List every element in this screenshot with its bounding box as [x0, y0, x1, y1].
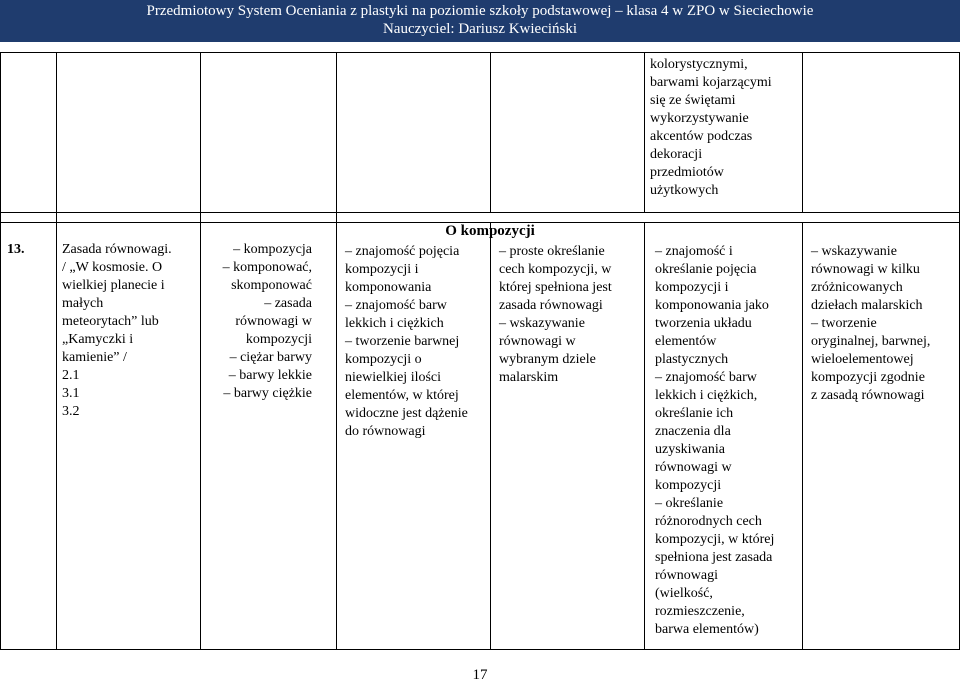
requirement-line: równowagi w — [499, 334, 576, 349]
basic-level-cell — [490, 222, 644, 650]
requirement-line: – znajomość barw — [655, 370, 757, 385]
topic-line: 2.1 — [62, 368, 80, 383]
requirement-line: różnorodnych cech — [655, 514, 762, 529]
requirement-line: – wskazywanie — [499, 316, 585, 331]
knowledge-cell — [336, 222, 490, 650]
topic-line: małych — [62, 296, 104, 311]
row-number-cell — [0, 222, 56, 650]
requirement-line: cech kompozycji, w — [499, 262, 612, 277]
text-line: dekoracji — [650, 147, 703, 162]
topic-line: wielkiej planecie i — [62, 278, 165, 293]
term-line: – ciężar barwy — [229, 350, 312, 365]
requirement-line: niewielkiej ilości — [345, 370, 442, 385]
requirement-line: wieloelementowej — [811, 352, 914, 367]
requirement-line: określanie pojęcia — [655, 262, 757, 277]
advanced-level-cell — [802, 222, 960, 650]
text-line: kolorystycznymi, — [650, 57, 748, 72]
topic-cell — [56, 222, 200, 650]
requirement-line: której spełniona jest — [499, 280, 612, 295]
requirement-line: kompozycji i — [345, 262, 419, 277]
requirement-line: – znajomość i — [655, 244, 733, 259]
header-title: Przedmiotowy System Oceniania z plastyki na poziomie szkoły podstawowej – klasa 4 w ZPO w Sieciechowie — [146, 3, 814, 19]
requirement-line: zróżnicowanych — [811, 280, 903, 295]
requirement-line: widoczne jest dążenie — [345, 406, 468, 421]
requirement-line: kompozycji o — [345, 352, 422, 367]
prev-row-advanced-cell — [802, 52, 960, 212]
requirement-line: kompozycji, w której — [655, 532, 775, 547]
requirement-line: lekkich i ciężkich — [345, 316, 444, 331]
band-spacer — [56, 212, 200, 222]
requirement-line: malarskim — [499, 370, 559, 385]
term-line: kompozycji — [245, 332, 312, 347]
topic-line: / „W kosmosie. O — [62, 260, 163, 275]
topic-line: kamienie” / — [62, 350, 127, 365]
prev-row-topic-cell — [56, 52, 200, 212]
text-line: wykorzystywanie — [650, 111, 749, 126]
requirement-line: – tworzenie barwnej — [345, 334, 460, 349]
term-line: – zasada — [264, 296, 312, 311]
page-number: 17 — [472, 667, 488, 683]
requirement-line: tworzenia układu — [655, 316, 752, 331]
requirement-line: kompozycji zgodnie — [811, 370, 925, 385]
text-line: się ze świętami — [650, 93, 736, 108]
requirement-line: komponowania — [345, 280, 432, 295]
requirement-line: – proste określanie — [499, 244, 605, 259]
requirement-line: kompozycji i — [655, 280, 729, 295]
requirement-line: równowagi w kilku — [811, 262, 920, 277]
band-spacer — [200, 212, 336, 222]
prev-row-number-cell — [0, 52, 56, 212]
term-line: skomponować — [231, 278, 312, 293]
requirement-line: (wielkość, — [655, 586, 713, 601]
requirement-line: spełniona jest zasada — [655, 550, 773, 565]
terms-cell — [200, 222, 336, 650]
term-line: – kompozycja — [233, 242, 312, 257]
requirement-line: – wskazywanie — [811, 244, 897, 259]
topic-line: 3.2 — [62, 404, 80, 419]
prev-row-extended-cell — [644, 52, 802, 212]
requirement-line: komponowania jako — [655, 298, 769, 313]
row-number: 13. — [7, 242, 25, 257]
page-header — [0, 0, 960, 42]
term-line: równowagi w — [235, 314, 312, 329]
requirement-line: do równowagi — [345, 424, 426, 439]
requirement-line: dziełach malarskich — [811, 298, 923, 313]
requirement-line: – znajomość barw — [345, 298, 447, 313]
header-teacher: Nauczyciel: Dariusz Kwieciński — [382, 21, 578, 37]
prev-row-basic-cell — [490, 52, 644, 212]
requirement-line: – znajomość pojęcia — [345, 244, 460, 259]
requirement-line: równowagi — [655, 568, 718, 583]
requirement-line: elementów, w której — [345, 388, 459, 403]
requirement-line: oryginalnej, barwnej, — [811, 334, 931, 349]
band-spacer — [336, 212, 960, 222]
requirement-line: znaczenia dla — [655, 424, 731, 439]
requirement-line: określanie ich — [655, 406, 734, 421]
term-line: – komponować, — [222, 260, 312, 275]
term-line: – barwy lekkie — [228, 368, 312, 383]
requirement-line: elementów — [655, 334, 717, 349]
requirement-line: równowagi w — [655, 460, 732, 475]
requirement-line: barwa elementów) — [655, 622, 759, 637]
topic-line: „Kamyczki i — [62, 332, 134, 347]
requirement-line: rozmieszczenie, — [655, 604, 745, 619]
topic-line: 3.1 — [62, 386, 80, 401]
band-spacer — [0, 212, 56, 222]
text-line: akcentów podczas — [650, 129, 753, 144]
text-line: użytkowych — [650, 183, 719, 198]
term-line: – barwy ciężkie — [223, 386, 312, 401]
text-line: barwami kojarzącymi — [650, 75, 772, 90]
requirement-line: wybranym dziele — [499, 352, 596, 367]
requirement-line: kompozycji — [655, 478, 722, 493]
topic-line: meteorytach” lub — [62, 314, 159, 329]
section-title: O kompozycji — [445, 223, 535, 239]
extended-level-cell — [644, 222, 802, 650]
requirement-line: – tworzenie — [811, 316, 877, 331]
prev-row-knowledge-cell — [336, 52, 490, 212]
requirement-line: lekkich i ciężkich, — [655, 388, 758, 403]
prev-row-terms-cell — [200, 52, 336, 212]
text-line: przedmiotów — [650, 165, 724, 180]
requirement-line: zasada równowagi — [499, 298, 603, 313]
requirement-line: plastycznych — [655, 352, 729, 367]
topic-line: Zasada równowagi. — [62, 242, 172, 257]
requirement-line: uzyskiwania — [655, 442, 725, 457]
requirement-line: – określanie — [655, 496, 724, 511]
requirement-line: z zasadą równowagi — [811, 388, 925, 403]
